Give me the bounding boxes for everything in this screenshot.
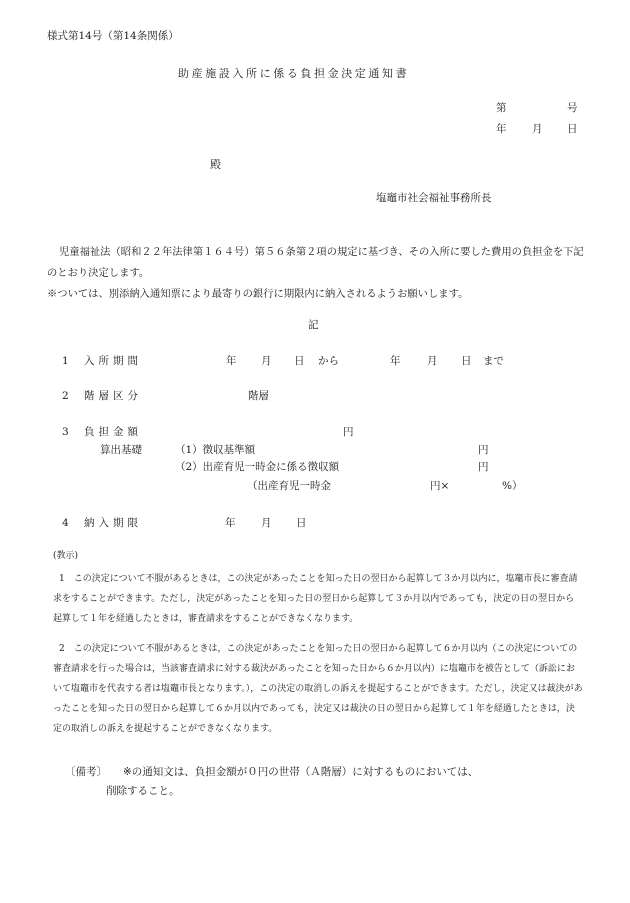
doc-number-go: 号 [567, 102, 578, 114]
kyoji-paragraph-2: 2 この決定について不服があるときは，この決定があったことを知った日の翌日から起算して６か月以内（この決定についての審査請求を行った場合は，当該審査請求に対する裁決があったことを知った日から６か月以内）に塩竈市を被告として（訴訟において塩竈市を代表する者は塩竈市長となります。），この決定の取消しの訴えを提起することができます。ただし，決定又は裁決があったことを知った日の翌日から起算して６か月以内であっても，決定又は裁決の日の翌日から起算して１年を経過したときは，決定の取消しの訴えを提起することができなくなります。 [53, 644, 583, 734]
issuer-name: 塩竈市社会福祉事務所長 [376, 192, 492, 204]
body-paragraph-1: 児童福祉法（昭和２２年法律第１６４号）第５６条第２項の規定に基づき、その入所に要した費用の負担金を下記のとおり決定します。 [47, 246, 584, 279]
item1-year2: 年 [390, 355, 401, 367]
biko-label: 〔備考〕 [65, 766, 107, 778]
item2-label: 階層区分 [84, 390, 142, 402]
item3-basis2-detail-prefix: （出産育児一時金 [247, 480, 331, 492]
date-day: 日 [567, 123, 578, 135]
item3-basis-label: 算出基礎 [100, 444, 142, 456]
item3-basis2-detail-pct: %） [502, 480, 523, 492]
item2-number: 2 [62, 390, 69, 402]
item1-day1: 日 [294, 355, 305, 367]
kyoji-paragraph-1: 1 この決定について不服があるときは，この決定があったことを知った日の翌日から起算して３か月以内に，塩竈市長に審査請求をすることができます。ただし，決定があったことを知った日の翌日から起算して３か月以内であっても，決定の日の翌日から起算して１年を経過したときは，審査請求をすることができなくなります。 [53, 574, 578, 624]
item2-unit: 階層 [248, 390, 269, 402]
item1-to: まで [483, 355, 504, 367]
ki-heading: 記 [308, 319, 319, 331]
item3-basis2-detail-yen: 円× [430, 480, 450, 492]
item4-year: 年 [225, 517, 236, 529]
document-title: 助産施設入所に係る負担金決定通知書 [178, 67, 410, 80]
item3-label: 負担金額 [84, 426, 142, 438]
date-year: 年 [496, 123, 507, 135]
item1-number: 1 [62, 355, 69, 367]
biko-text-2: 削除すること。 [106, 785, 180, 797]
item4-day: 日 [296, 517, 307, 529]
form-number: 様式第14号（第14条関係） [47, 30, 179, 42]
biko-line-1 [65, 767, 478, 778]
kyoji-heading: (教示) [53, 551, 79, 561]
body-paragraph-2: ※ついては、別添納入通知票により最寄りの銀行に期限内に納入されるようお願いします。 [47, 288, 469, 300]
item3-basis1: （1）徴収基準額 [175, 444, 256, 456]
item4-label: 納入期限 [84, 517, 142, 529]
item3-unit: 円 [343, 426, 354, 438]
item1-month1: 月 [261, 355, 272, 367]
item1-year1: 年 [226, 355, 237, 367]
item1-from: から [318, 355, 339, 367]
doc-number-dai: 第 [496, 102, 507, 114]
item3-basis2: （2）出産育児一時金に係る徴収額 [175, 461, 340, 473]
item1-month2: 月 [427, 355, 438, 367]
biko-text-1: ※の通知文は、負担金額が０円の世帯（Ａ階層）に対するものにおいては、 [123, 766, 479, 778]
item3-basis1-unit: 円 [478, 444, 489, 456]
addressee-honorific: 殿 [210, 158, 221, 171]
date-month: 月 [532, 123, 543, 135]
item3-basis2-unit: 円 [478, 461, 489, 473]
item4-month: 月 [261, 517, 272, 529]
item4-number: 4 [62, 517, 69, 529]
item1-label: 入所期間 [84, 355, 142, 367]
item1-day2: 日 [461, 355, 472, 367]
item3-number: 3 [62, 426, 69, 438]
